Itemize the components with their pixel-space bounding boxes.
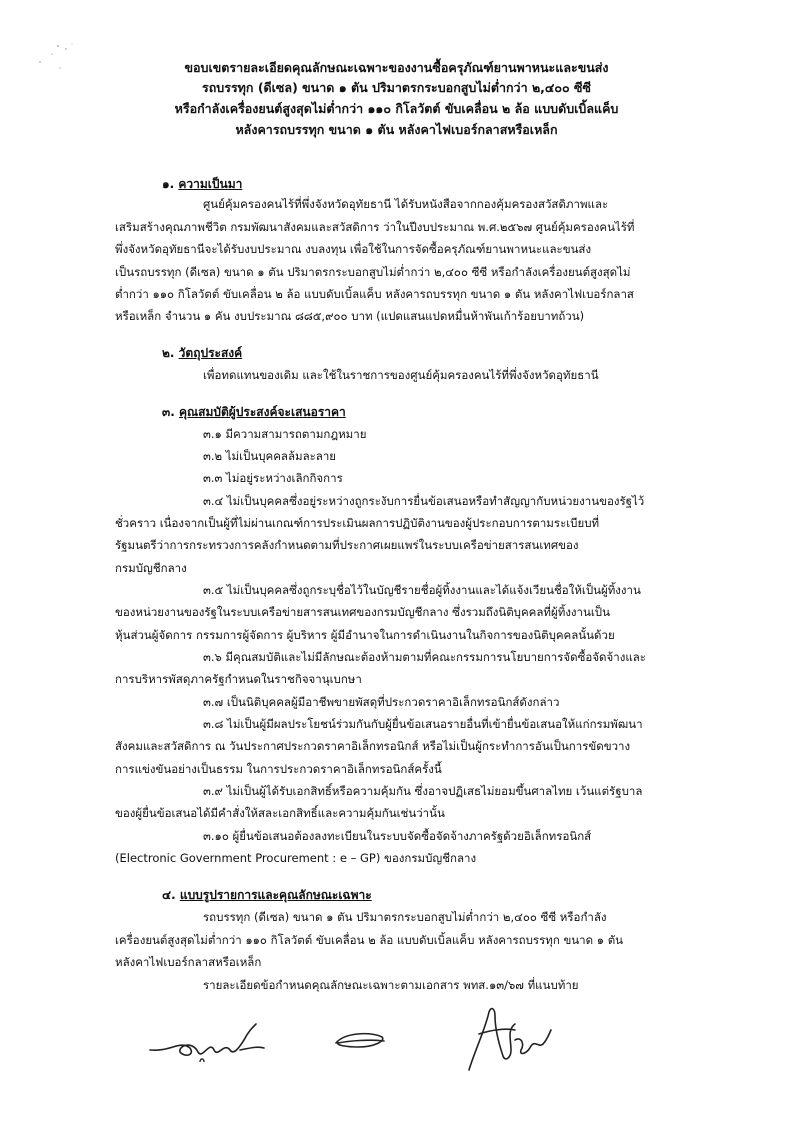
- section-3-number: ๓.: [162, 405, 175, 419]
- section-3-line: ๓.๓ ไม่อยู่ระหว่างเลิกกิจการ: [203, 471, 343, 485]
- section-2-title: วัตถุประสงค์: [178, 346, 243, 360]
- section-3-heading: [162, 403, 346, 421]
- section-1-title: ความเป็นมา: [178, 177, 243, 191]
- section-3-line: สังคมและสวัสดิการ ณ วันประกาศประกวดราคาอิเล็กทรอนิกส์ หรือไม่เป็นผู้กระทำการอันเป็นการขัดขวาง: [115, 739, 631, 753]
- section-1-heading: [162, 175, 242, 193]
- section-3-line: กรมบัญชีกลาง: [115, 561, 187, 575]
- section-4-title: แบบรูปรายการและคุณลักษณะเฉพาะ: [179, 888, 372, 902]
- section-3-title: คุณสมบัติผู้ประสงค์จะเสนอราคา: [178, 405, 346, 419]
- section-3-line: ๓.๙ ไม่เป็นผู้ได้รับเอกสิทธิ์หรือความคุ้มกัน ซึ่งอาจปฏิเสธไม่ยอมขึ้นศาลไทย เว้นแต่รัฐบาล: [203, 784, 643, 798]
- section-3-line: ๓.๕ ไม่เป็นบุคคลซึ่งถูกระบุชื่อไว้ในบัญชีรายชื่อผู้ทิ้งงานและได้แจ้งเวียนชื่อให้เป็นผู้ทิ้งงาน: [203, 583, 641, 597]
- section-2-number: ๒.: [162, 346, 175, 360]
- section-4-number: ๔.: [162, 888, 176, 902]
- section-3-line: ๓.๖ มีคุณสมบัติและไม่มีลักษณะต้องห้ามตามที่คณะกรรมการนโยบายการจัดซื้อจัดจ้างและ: [203, 650, 646, 664]
- section-3-line: การบริหารพัสดุภาครัฐกำหนดในราชกิจจานุเบกษา: [115, 672, 362, 686]
- signature-2: [330, 1025, 390, 1055]
- document-title-line-1: ขอบเขตรายละเอียดคุณลักษณะเฉพาะของงานซื้อครุภัณฑ์ยานพาหนะและขนส่ง: [184, 60, 609, 75]
- section-3-line: หุ้นส่วนผู้จัดการ กรรมการผู้จัดการ ผู้บริหาร ผู้มีอำนาจในการดำเนินงานในกิจการของนิติบุคคลนั้นด้วย: [115, 628, 615, 642]
- signature-3: [455, 1000, 565, 1080]
- section-1-line: หรือเหล็ก จำนวน ๑ คัน งบประมาณ ๘๘๕,๙๐๐ บาท (แปดแสนแปดหมื่นห้าพันเก้าร้อยบาทถ้วน): [115, 309, 585, 323]
- document-title-line-2: รถบรรทุก (ดีเซล) ขนาด ๑ ตัน ปริมาตรกระบอกสูบไม่ต่ำกว่า ๒,๔๐๐ ซีซี: [202, 80, 591, 95]
- section-3-line: ๓.๘ ไม่เป็นผู้มีผลประโยชน์ร่วมกันกับผู้ยื่นข้อเสนอรายอื่นที่เข้ายื่นข้อเสนอให้แก่กรมพัฒนา: [203, 717, 643, 731]
- section-3-line: ๓.๔ ไม่เป็นบุคคลซึ่งอยู่ระหว่างถูกระงับการยื่นข้อเสนอหรือทำสัญญากับหน่วยงานของรัฐไว้: [203, 494, 645, 508]
- signature-1: [140, 1010, 280, 1070]
- document-title-line-4: หลังคารถบรรทุก ขนาด ๑ ตัน หลังคาไฟเบอร์กลาสหรือเหล็ก: [235, 122, 558, 137]
- section-1-line: ต่ำกว่า ๑๑๐ กิโลวัตต์ ขับเคลื่อน ๒ ล้อ แบบดับเบิ้ลแค็บ หลังคารถบรรทุก ขนาด ๑ ตัน หลังคาไฟเบอร์กลาส: [115, 287, 634, 301]
- section-3-line: ของผู้ยื่นข้อเสนอได้มีคำสั่งให้สละเอกสิทธิ์และความคุ้มกันเช่นว่านั้น: [115, 806, 445, 820]
- section-4-line: รถบรรทุก (ดีเซล) ขนาด ๑ ตัน ปริมาตรกระบอกสูบไม่ต่ำกว่า ๒,๔๐๐ ซีซี หรือกำลัง: [203, 910, 607, 924]
- section-1-line: พึ่งจังหวัดอุทัยธานีจะได้รับงบประมาณ งบลงทุน เพื่อใช้ในการจัดซื้อครุภัณฑ์ยานพาหนะและขนส่ง: [115, 242, 592, 256]
- section-1-line: เสริมสร้างคุณภาพชีวิต กรมพัฒนาสังคมและสวัสดิการ ว่าในปีงบประมาณ พ.ศ.๒๕๖๗ ศูนย์คุ้มครองคนไร้ที่: [115, 220, 635, 234]
- section-3-line: ๓.๒ ไม่เป็นบุคคลล้มละลาย: [203, 449, 337, 463]
- section-1-number: ๑.: [162, 177, 175, 191]
- section-3-line: ๓.๑ มีความสามารถตามกฎหมาย: [203, 427, 367, 441]
- section-1-line: ศูนย์คุ้มครองคนไร้ที่พึ่งจังหวัดอุทัยธานี ได้รับหนังสือจากกองคุ้มครองสวัสดิภาพและ: [203, 197, 609, 211]
- section-4-line: หลังคาไฟเบอร์กลาสหรือเหล็ก: [115, 955, 262, 969]
- section-3-line: ของหน่วยงานของรัฐในระบบเครือข่ายสารสนเทศของกรมบัญชีกลาง ซึ่งรวมถึงนิติบุคคลที่ผู้ทิ้งงานเป็น: [115, 605, 610, 619]
- section-3-line: (Electronic Government Procurement : e – GP) ของกรมบัญชีกลาง: [115, 851, 477, 865]
- section-3-line: ชั่วคราว เนื่องจากเป็นผู้ที่ไม่ผ่านเกณฑ์การประเมินผลการปฏิบัติงานของผู้ประกอบการตามระเบียบที่: [115, 516, 600, 530]
- section-2-heading: [162, 344, 242, 362]
- section-3-line: การแข่งขันอย่างเป็นธรรม ในการประกวดราคาอิเล็กทรอนิกส์ครั้งนี้: [115, 762, 442, 776]
- section-3-line: ๓.๑๐ ผู้ยื่นข้อเสนอต้องลงทะเบียนในระบบจัดซื้อจัดจ้างภาครัฐด้วยอิเล็กทรอนิกส์: [203, 829, 592, 843]
- section-2-line: เพื่อทดแทนของเดิม และใช้ในราชการของศูนย์คุ้มครองคนไร้ที่พึ่งจังหวัดอุทัยธานี: [203, 368, 599, 382]
- section-3-line: ๓.๗ เป็นนิติบุคคลผู้มีอาชีพขายพัสดุที่ประกวดราคาอิเล็กทรอนิกส์ดังกล่าว: [203, 695, 560, 709]
- section-4-line: เครื่องยนต์สูงสุดไม่ต่ำกว่า ๑๑๐ กิโลวัตต์ ขับเคลื่อน ๒ ล้อ แบบดับเบิ้ลแค็บ หลังคารถบรรทุก ขนาด ๑ ตัน: [115, 933, 624, 947]
- document-title-line-3: หรือกำลังเครื่องยนต์สูงสุดไม่ต่ำกว่า ๑๑๐ กิโลวัตต์ ขับเคลื่อน ๒ ล้อ แบบดับเบิ้ลแค็บ: [174, 101, 619, 116]
- section-4-heading: [162, 886, 372, 904]
- section-1-line: เป็นรถบรรทุก (ดีเซล) ขนาด ๑ ตัน ปริมาตรกระบอกสูบไม่ต่ำกว่า ๒,๔๐๐ ซีซี หรือกำลังเครื่องยนต์สูงสุดไม่: [115, 265, 631, 279]
- section-3-line: รัฐมนตรีว่าการกระทรวงการคลังกำหนดตามที่ประกาศเผยแพร่ในระบบเครือข่ายสารสนเทศของ: [115, 538, 579, 552]
- section-4-line: รายละเอียดข้อกำหนดคุณลักษณะเฉพาะตามเอกสาร พทส.๑๓/๖๗ ที่แนบท้าย: [203, 978, 579, 992]
- scan-speck-marks: [30, 40, 90, 80]
